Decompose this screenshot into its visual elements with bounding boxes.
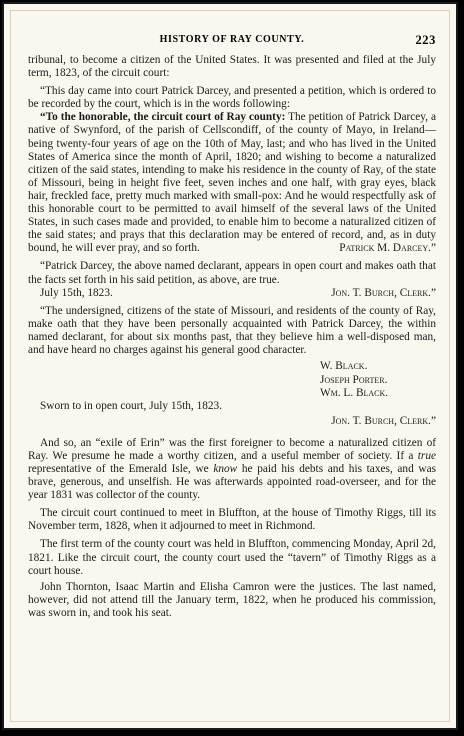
oath-date-row (28, 287, 436, 300)
paragraph-declarant-oath: “Patrick Darcey, the above named declarant, appears in open court and makes oath that the facts set forth in his said petition, as above, are true. (28, 260, 436, 286)
signer-1: W. Black. (320, 360, 368, 373)
page-body (28, 54, 436, 620)
petitioner-signature: Patrick M. Darcey.” (339, 242, 436, 255)
paragraph-court-entry: “This day came into court Patrick Darcey, and presented a petition, which is ordered to be recorded by the court, which is in the words following: (28, 85, 436, 111)
page-title: HISTORY OF RAY COUNTY. (159, 34, 305, 45)
paragraph-petition (28, 111, 436, 255)
sworn-line: Sworn to in open court, July 15th, 1823. (40, 399, 222, 412)
sworn-clerk-signature: Jon. T. Burch, Clerk.” (331, 414, 436, 427)
oath-date: July 15th, 1823. (40, 286, 113, 299)
exile-emphasis-true: true (417, 449, 436, 462)
exile-emphasis-know: know (213, 462, 238, 475)
paragraph-justices: John Thornton, Isaac Martin and Elisha Camron were the justices. The last named, however, did not attend till the January term, 1822, when he produced his commission, was sworn in, and took his seat. (28, 580, 436, 619)
petition-lead: “To the honorable, the circuit court of Ray county: (40, 111, 286, 124)
petition-text: The petition of Patrick Darcey, a native of Swynford, of the parish of Cellscondiff, of the county of Mayo, in Ireland—being twenty-four years of age on the 10th of May, last; and who has lived in the United States of America since the month of April, 1820; and wishing to become a naturalized citizen of the said states, intending to make his residence in the county of Ray, of the state of Missouri, being in height five feet, seven inches and one half, with gray eyes, black hair, freckled face, pretty much marked with small-pox: And he would respectfully ask of this honorable court to be permitted to avail himself of the several laws of the United States, in such cases made and provided, to enable him to become a naturalized citizen of the said states; and prays that this declaration may be entered of record, and, as in duty bound, he will ever pray, and so forth. (28, 111, 436, 255)
exile-text-c: he paid his debts and his taxes, and was brave, generous, and unselfish. He was afterwards appointed road-overseer, and for the year 1831 was collector of the county. (28, 462, 436, 502)
signer-2: Joseph Porter. (320, 373, 388, 386)
paragraph-circuit-court: The circuit court continued to meet in Bluffton, at the house of Timothy Riggs, till its November term, 1828, when it adjourned to meet in Richmond. (28, 507, 436, 533)
page-number: 223 (415, 33, 436, 47)
running-header (28, 34, 436, 48)
paragraph-intro: tribunal, to become a citizen of the United States. It was presented and filed at the July term, 1823, of the circuit court: (28, 54, 436, 80)
paragraph-exile-of-erin (28, 437, 436, 502)
exile-text-a: And so, an “exile of Erin” was the first foreigner to become a naturalized citizen of Ray. We presume he made a worthy citizen, and a useful member of society. If a (28, 436, 436, 462)
page-frame (2, 2, 458, 730)
paragraph-witness-oath: “The undersigned, citizens of the state of Missouri, and residents of the county of Ray, make oath that they have been personally acquainted with Patrick Darcey, the within named declarant, for about six months past, that they believe him a well-disposed man, and have heard no charges against his general good character. (28, 304, 436, 356)
exile-text-b: representative of the Emerald Isle, we (28, 462, 214, 475)
witness-signatures (28, 360, 436, 401)
paragraph-county-court: The first term of the county court was held in Bluffton, commencing Monday, April 2d, 1821. Like the circuit court, the county court used the “tavern” of Timothy Riggs as a court house. (28, 538, 436, 577)
clerk-signature: Jon. T. Burch, Clerk.” (331, 286, 436, 299)
signer-3: Wm. L. Black. (320, 387, 389, 400)
